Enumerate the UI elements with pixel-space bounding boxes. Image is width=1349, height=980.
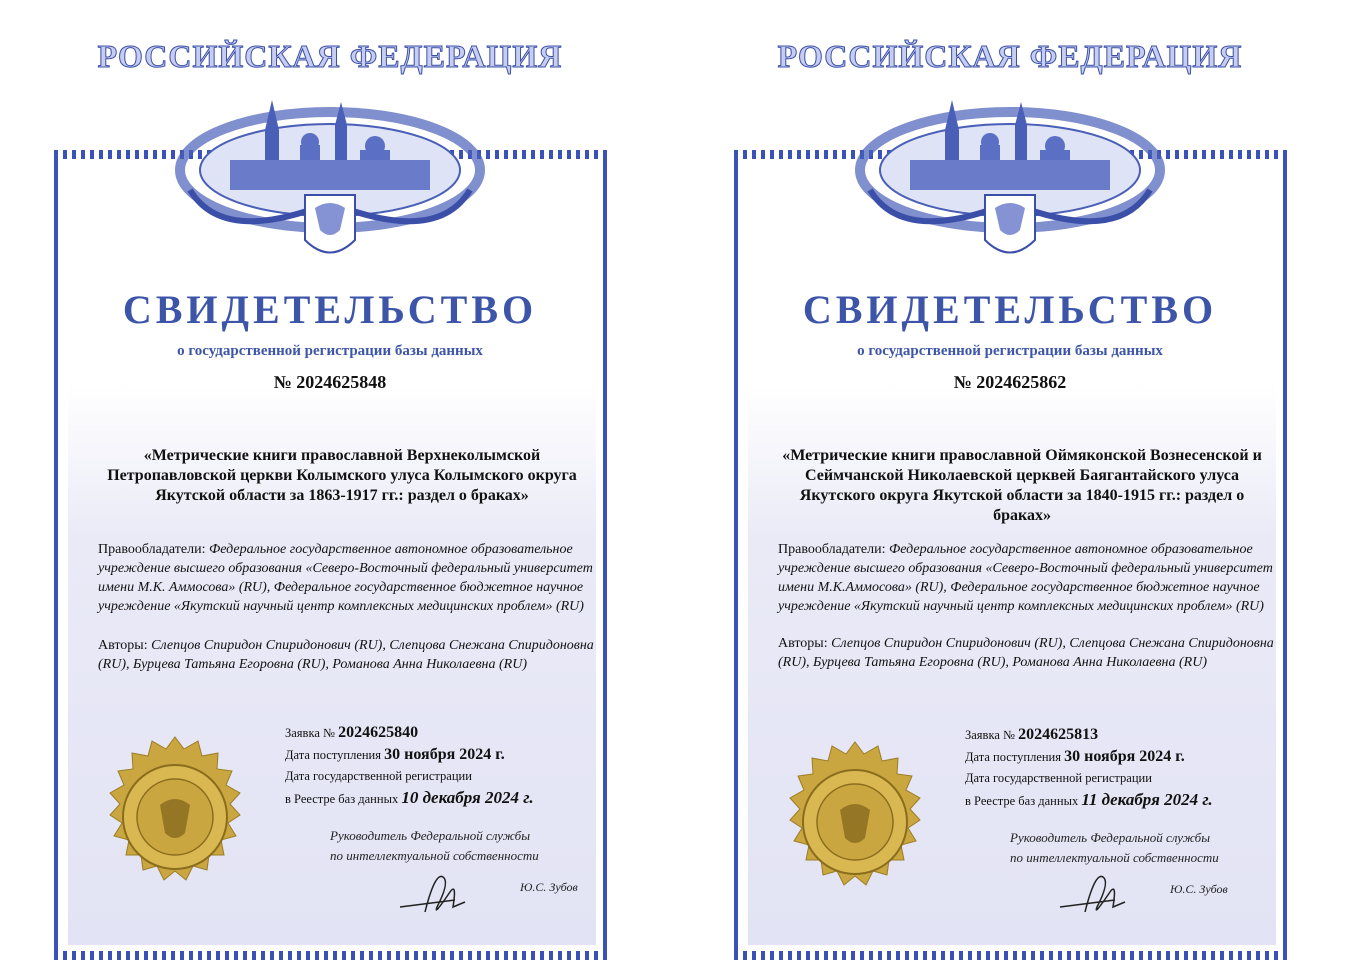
rightholders-value: Федеральное государственное автономное образовательное учреждение высшего образования «Северо-Восточный федеральный университет имени М.К. Аммосова» (RU), Федеральное государственное бюджетное научное учреждение «Якутский научный центр комплексных медицинских проблем» (RU)	[98, 542, 593, 614]
registration-label-1: Дата государственной регистрации	[285, 769, 472, 783]
gold-seal-icon	[90, 735, 260, 905]
registration-date: 10 декабря 2024 г.	[401, 788, 534, 807]
received-date: 30 ноября 2024 г.	[1064, 748, 1185, 765]
received-label: Дата поступления	[965, 750, 1061, 764]
rightholders-value: Федеральное государственное автономное образовательное учреждение высшего образования «Северо-Восточный федеральный университет имени М.К.Аммосова» (RU), Федеральное государственное бюджетное научное учреждение «Якутский научный центр комплексных медицинских проблем» (RU)	[778, 542, 1273, 614]
certificate-number: № 2024625862	[953, 372, 1067, 392]
authors-value: Слепцов Спиридон Спиридонович (RU), Слепцова Снежана Спиридоновна (RU), Бурцева Татьяна Егоровна (RU), Романова Анна Николаевна (RU)	[98, 638, 594, 672]
received-date: 30 ноября 2024 г.	[384, 746, 505, 763]
received-label: Дата поступления	[285, 748, 381, 762]
rightholders-label: Правообладатели:	[778, 542, 886, 557]
head-name: Ю.С. Зубов	[520, 880, 578, 894]
gold-seal-icon	[770, 740, 940, 910]
certificate-left	[10, 0, 650, 980]
country-heading: РОССИЙСКАЯ ФЕДЕРАЦИЯ	[97, 38, 563, 74]
application-number: 2024625813	[1018, 726, 1099, 743]
head-title-line-2: по интеллектуальной собственности	[330, 848, 539, 863]
kremlin-emblem-icon	[160, 90, 500, 280]
rightholders	[98, 540, 598, 616]
certificate-title: СВИДЕТЕЛЬСТВО	[122, 287, 538, 332]
registration-date: 11 декабря 2024 г.	[1081, 790, 1213, 809]
authors	[778, 634, 1278, 672]
application-label: Заявка №	[285, 726, 335, 740]
certificate-subtitle: о государственной регистрации базы данных	[857, 343, 1163, 359]
authors-value: Слепцов Спиридон Спиридонович (RU), Слепцова Снежана Спиридоновна (RU), Бурцева Татьяна Егоровна (RU), Романова Анна Николаевна (RU)	[778, 636, 1274, 670]
registration-label-2: в Реестре баз данных	[965, 794, 1079, 808]
rightholders	[778, 540, 1278, 616]
head-title-line-1: Руководитель Федеральной службы	[330, 828, 531, 843]
authors-label: Авторы:	[98, 638, 148, 653]
certificate-right	[690, 0, 1330, 980]
database-name: «Метрические книги православной Оймяконской Вознесенской и Сеймчанской Николаевской церквей Баягантайского улуса Якутского округа Якутской области за 1840-1915 гг.: раздел о браках»	[782, 447, 1262, 524]
registration-label-2: в Реестре баз данных	[285, 792, 399, 806]
registration-label-1: Дата государственной регистрации	[965, 771, 1152, 785]
head-name: Ю.С. Зубов	[1170, 882, 1228, 896]
application-info	[965, 724, 1295, 812]
authors-label: Авторы:	[778, 636, 828, 651]
country-heading: РОССИЙСКАЯ ФЕДЕРАЦИЯ	[777, 38, 1243, 74]
authors	[98, 636, 598, 674]
signature-icon	[395, 862, 515, 922]
application-info	[285, 722, 615, 810]
application-label: Заявка №	[965, 728, 1015, 742]
database-name: «Метрические книги православной Верхнеколымской Петропавловской церкви Колымского улуса Колымского округа Якутской области за 1863-1917 гг.: раздел о браках»	[107, 447, 577, 504]
certificate-title: СВИДЕТЕЛЬСТВО	[802, 287, 1218, 332]
head-title-line-2: по интеллектуальной собственности	[1010, 850, 1219, 865]
head-title-line-1: Руководитель Федеральной службы	[1010, 830, 1211, 845]
certificate-subtitle: о государственной регистрации базы данных	[177, 343, 483, 359]
head-title	[330, 826, 600, 866]
rightholders-label: Правообладатели:	[98, 542, 206, 557]
application-number: 2024625840	[338, 724, 419, 741]
kremlin-emblem-icon	[840, 90, 1180, 280]
signature-icon	[1055, 862, 1175, 922]
certificate-number: № 2024625848	[273, 372, 387, 392]
